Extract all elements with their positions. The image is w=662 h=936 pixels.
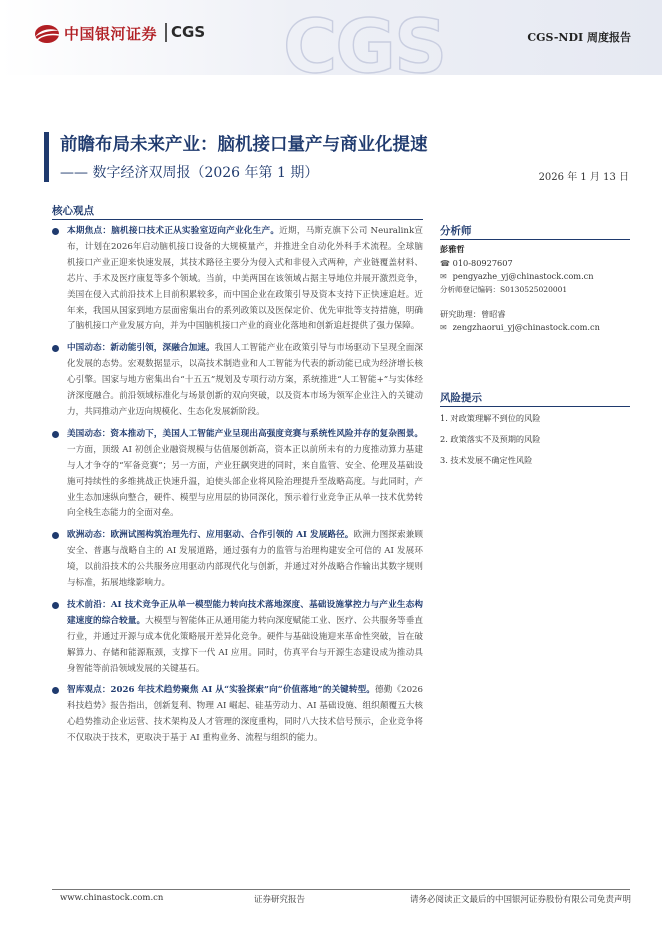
risk-item: 2. 政策落实不及预期的风险 (440, 434, 541, 444)
risk-item: 3. 技术发展不确定性风险 (440, 455, 533, 465)
analyst-name: 彭雅哲 (440, 244, 465, 254)
core-views-heading: 核心观点 (52, 205, 94, 217)
paragraph-body: 我国人工智能产业在政策引导与市场驱动下呈现全面深化发展的态势。宏观数据显示，以高技术制造业和人工智能为代表的新动能已成为经济增长核心引擎。国家与地方密集出台“十五五”规划及专项行动方案，系统推进“人工智能+”与实体经济深度融合。前沿领域标准化与场景创新的双向突破，以及资本市场为领军企业注入的关键动力，共同推动产业迈向规模化、生态化发展新阶段。 (67, 343, 423, 417)
email-icon: ✉ (440, 271, 447, 281)
bullet-icon (52, 602, 59, 609)
header-watermark: CGS (283, 4, 446, 90)
bullet-icon (52, 687, 59, 694)
paragraph-focus (52, 224, 423, 335)
analyst-phone: 010-80927607 (452, 258, 513, 268)
risk-item: 1. 对政策理解不到位的风险 (440, 413, 541, 423)
paragraph-china (52, 341, 423, 421)
paragraph-body: 欧洲力图探索兼顾安全、普惠与战略自主的 AI 发展道路，通过强有力的监管与治理构建安全可信的 AI 发展环境，以前沿技术的公共服务应用驱动内部现代化与创新，并通过对外战略合作输出其数字规则与标准，拓展地缘影响力。 (67, 530, 423, 589)
analyst-reg-no: 分析师登记编码：S0130525020001 (440, 285, 568, 294)
paragraph-lead: 中国动态：新动能引领，深融合加速。 (67, 343, 215, 354)
analyst-email-row (440, 270, 630, 283)
paragraph-body: 近期，马斯克旗下公司 Neuralink宣布，计划在2026年启动脑机接口设备的大规模量产，并推进全自动化外科手术流程。全球脑机接口产业正迎来快速发展，其技术路径主要分为侵入式和非侵入式两种，产业链覆盖材料、芯片、手术及医疗康复等多个领域。当前，中美两国在该领域占据主导地位并展开激烈竞争，美国在侵入式前沿技术上目前积累较多，而中国企业在政策引导及资本支持下正快速追赶。近年来，我国从国家到地方层面密集出台的系列政策以及医保定价、优先审批等支持措施，明确了脑机接口产业发展方向，并为中国脑机接口产业的商业化落地和创新追赶提供了强力保障。 (67, 226, 423, 332)
risks-heading: 风险提示 (440, 392, 482, 404)
risks-divider (440, 406, 630, 407)
analyst-block (440, 243, 630, 334)
brand-separator (165, 23, 167, 42)
analyst-phone-row (440, 257, 630, 270)
bullet-icon (52, 431, 59, 438)
paragraph-tech (52, 598, 423, 678)
paragraph-us (52, 427, 423, 522)
bullet-icon (52, 532, 59, 539)
title-accent-bar (44, 132, 49, 182)
analyst-heading: 分析师 (440, 225, 472, 237)
analyst-divider (440, 239, 630, 240)
bullet-icon (52, 228, 59, 235)
report-date: 2026 年 1 月 13 日 (538, 172, 629, 183)
assistant-email[interactable]: zengzhaorui_yj@chinastock.com.cn (452, 322, 600, 332)
paragraph-body: 德勤《2026科技趋势》报告指出，创新复利、物理 AI 崛起、硅基劳动力、AI 基础设施、组织颠覆五大核心趋势推动企业运营、技术架构及人才管理的深度重构，同时八大技术信号预示，企业竞争将不仅取决于技术，更取决于基于 AI 重构业务、流程与组织的能力。 (67, 685, 423, 744)
core-views-divider (52, 219, 423, 220)
brand-name-en: CGS (171, 23, 206, 41)
core-views-body (52, 224, 423, 753)
assistant-email-row (440, 321, 630, 334)
galaxy-logo-icon (33, 22, 61, 46)
footer-divider (52, 889, 630, 890)
paragraph-lead: 智库观点：2026 年技术趋势聚焦 AI 从“实验探索”向“价值落地”的关键转型。 (67, 685, 375, 696)
bullet-icon (52, 345, 59, 352)
paragraph-thinktank (52, 683, 423, 747)
assistant-name: 研究助理：曾昭睿 (440, 309, 506, 319)
footer-disclaimer: 请务必阅读正文最后的中国银河证券股份有限公司免责声明 (409, 895, 631, 905)
phone-icon: ☎ (440, 258, 451, 268)
brand-name-cn: 中国银河证券 (64, 25, 158, 43)
risks-list (440, 408, 630, 471)
email-icon: ✉ (440, 322, 447, 332)
analyst-email[interactable]: pengyazhe_yj@chinastock.com.cn (452, 271, 594, 281)
paragraph-europe (52, 528, 423, 592)
paragraph-lead: 美国动态：资本推动下，美国人工智能产业呈现出高强度竞赛与系统性风险并存的复杂图景。 (67, 428, 423, 439)
paragraph-lead: 技术前沿：AI 技术竞争正从单一模型能力转向技术落地深度、基础设施掌控力与产业生态构建速度的综合较量。 (67, 599, 423, 626)
page-subtitle: —— 数字经济双周报（2026 年第 1 期） (60, 165, 319, 181)
report-type-label: CGS-NDI 周度报告 (527, 31, 631, 44)
footer-center-label: 证券研究报告 (254, 895, 306, 905)
page-title: 前瞻布局未来产业：脑机接口量产与商业化提速 (60, 135, 428, 155)
paragraph-lead: 本期焦点：脑机接口技术正从实验室迈向产业化生产。 (67, 226, 280, 236)
footer-website[interactable]: www.chinastock.com.cn (60, 893, 164, 903)
paragraph-body: 一方面，顶级 AI 初创企业融资规模与估值屡创新高，资本正以前所未有的力度推动算力基建与人才争夺的“军备竞赛”；另一方面，产业狂飙突进的同时，来自监管、安全、伦理及基础设施可持续性的多维挑战正快速升温，迫使头部企业将风险治理提升至战略高度。与此同时，产业生态加速纵向整合，硬件、模型与应用层的协同深化，预示着行业竞争正从单一技术优势转向全栈生态能力的全面对垒。 (67, 444, 423, 519)
paragraph-body: 大模型与智能体正从通用能力转向深度赋能工业、医疗、公共服务等垂直行业，并通过开源与成本优化策略展开差异化竞争。硬件与基础设施迎来革命性突破，旨在破解算力、存储和能源瓶颈，支撑下一代 AI 应用。同时，仿真平台与开源生态建设成为推动具身智能等前沿领域发展的关键基石。 (67, 615, 423, 674)
page-header (0, 0, 662, 90)
paragraph-lead: 欧洲动态：欧洲试图构筑治理先行、应用驱动、合作引领的 AI 发展路径。 (67, 530, 354, 541)
